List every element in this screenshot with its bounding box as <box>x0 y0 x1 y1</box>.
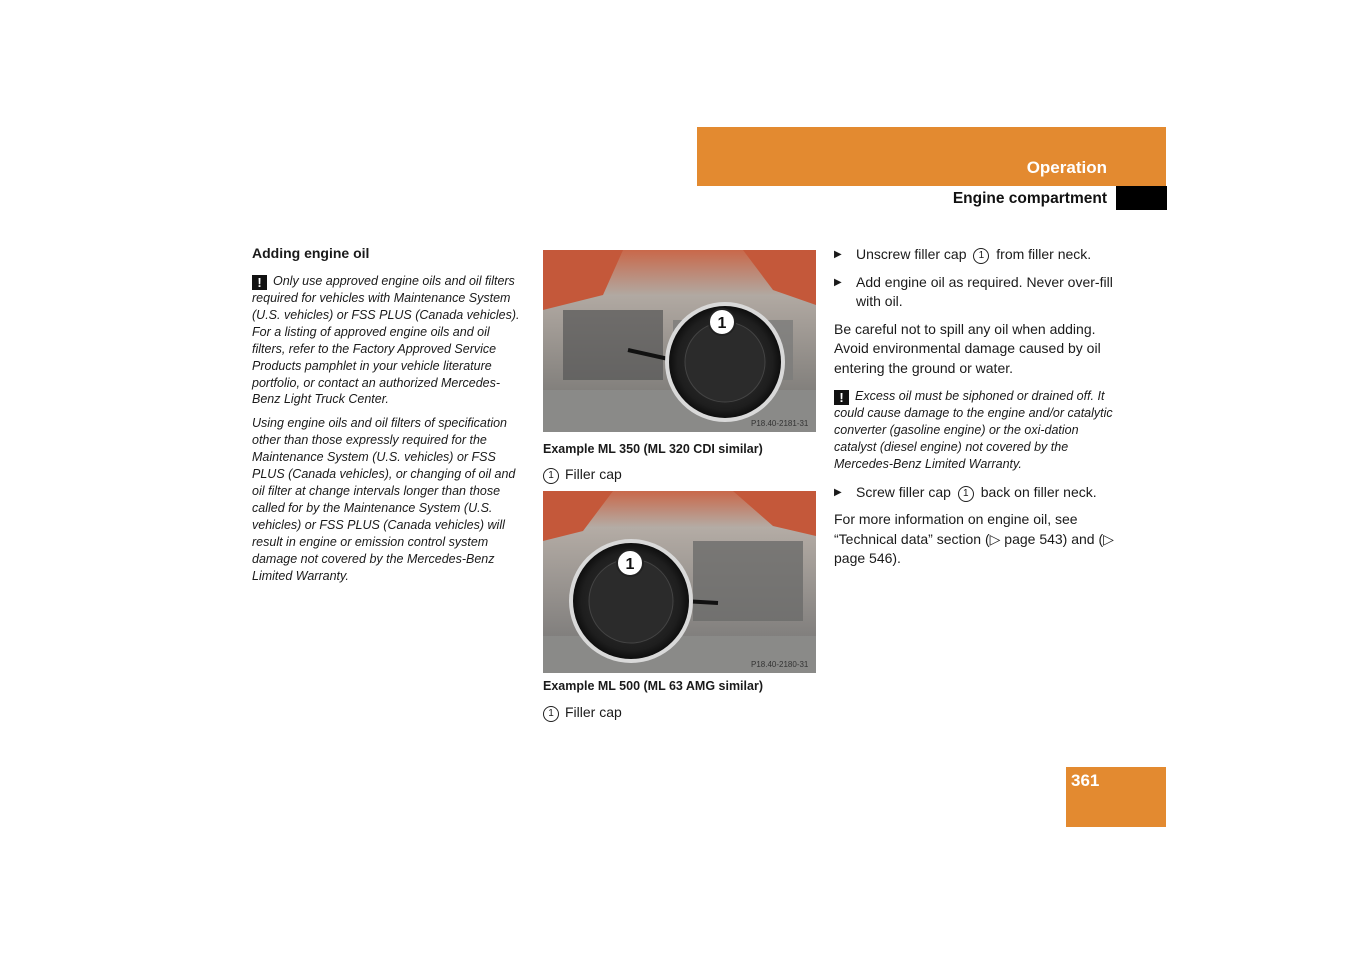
section-title: Operation <box>1026 158 1107 177</box>
legend-text: Filler cap <box>565 466 622 482</box>
warning-icon: ! <box>834 390 849 405</box>
warning-text-2: Using engine oils and oil filters of specification other than those expressly required for the Maintenance System (U.S. vehicles) or FSS PLUS (Canada vehicles), or changing of oil and oil filter at change intervals longer than those called for by the Maintenance System (U.S. vehicles) or FSS PLUS (Canada vehicles) will result in engine or emission control system damage not covered by the Mercedes-Benz Limited Warranty. <box>252 416 516 583</box>
engine-photo-ml500 <box>543 491 816 673</box>
paragraph-more-info: For more information on engine oil, see “Technical data” section (▷ page 543) and (▷ page 546). <box>834 511 1114 567</box>
engine-bay-illustration <box>543 250 816 432</box>
step-text: Add engine oil as required. Never over-fill with oil. <box>856 273 1113 309</box>
right-column <box>834 245 1114 579</box>
subsection-title: Engine compartment <box>952 190 1107 207</box>
step-unscrew <box>834 245 1114 265</box>
engine-photo-ml350 <box>543 250 816 432</box>
bullet-arrow-icon: ▶ <box>834 249 842 260</box>
callout-number-icon: 1 <box>958 486 974 502</box>
warning-text-1: Only use approved engine oils and oil filters required for vehicles with Maintenance System (U.S. vehicles) or FSS PLUS (Canada vehicles). For a listing of approved engine oils and oil filters, refer to the Factory Approved Service Products pamphlet in your vehicle literature portfolio, or contact an authorized Mercedes-Benz Light Truck Center. <box>252 274 520 407</box>
step-add-oil <box>834 273 1114 312</box>
callout-number-icon: 1 <box>973 248 989 264</box>
figure-caption-2: Example ML 500 (ML 63 AMG similar) <box>543 679 763 693</box>
step-text: back on filler neck. <box>980 483 1097 500</box>
legend-text: Filler cap <box>565 704 622 720</box>
step-screw-back <box>834 483 1114 503</box>
callout-number: 1 <box>625 556 635 573</box>
legend-number-icon: 1 <box>543 706 559 722</box>
figure-legend-1 <box>543 466 622 484</box>
section-heading: Adding engine oil <box>252 245 370 261</box>
thumb-tab-marker <box>1116 186 1167 210</box>
step-text: from filler neck. <box>996 246 1092 262</box>
step-text: Screw filler cap <box>856 483 951 500</box>
bullet-arrow-icon: ▶ <box>834 486 842 498</box>
left-column <box>252 245 524 591</box>
paragraph-careful: Be careful not to spill any oil when adding. Avoid environmental damage caused by oil entering the ground or water. <box>834 320 1101 376</box>
page-number: 361 <box>1071 771 1100 790</box>
figure-legend-2 <box>543 704 622 722</box>
legend-number-icon: 1 <box>543 468 559 484</box>
photo-code: P18.40-2181-31 <box>751 419 809 428</box>
bullet-arrow-icon: ▶ <box>834 276 842 288</box>
warning-text: Excess oil must be siphoned or drained off. It could cause damage to the engine and/or catalytic converter (gasoline engine) or the oxi-dation catalyst (diesel engine) not covered by the Mercedes-Benz Limited Warranty. <box>834 389 1113 471</box>
photo-code: P18.40-2180-31 <box>751 660 809 669</box>
step-text: Unscrew filler cap <box>856 246 967 262</box>
warning-notice <box>252 273 524 584</box>
warning-icon: ! <box>252 275 267 290</box>
warning-notice <box>834 388 1114 473</box>
figure-caption-1: Example ML 350 (ML 320 CDI similar) <box>543 442 763 456</box>
callout-number: 1 <box>717 315 727 332</box>
engine-bay-illustration <box>543 491 816 673</box>
